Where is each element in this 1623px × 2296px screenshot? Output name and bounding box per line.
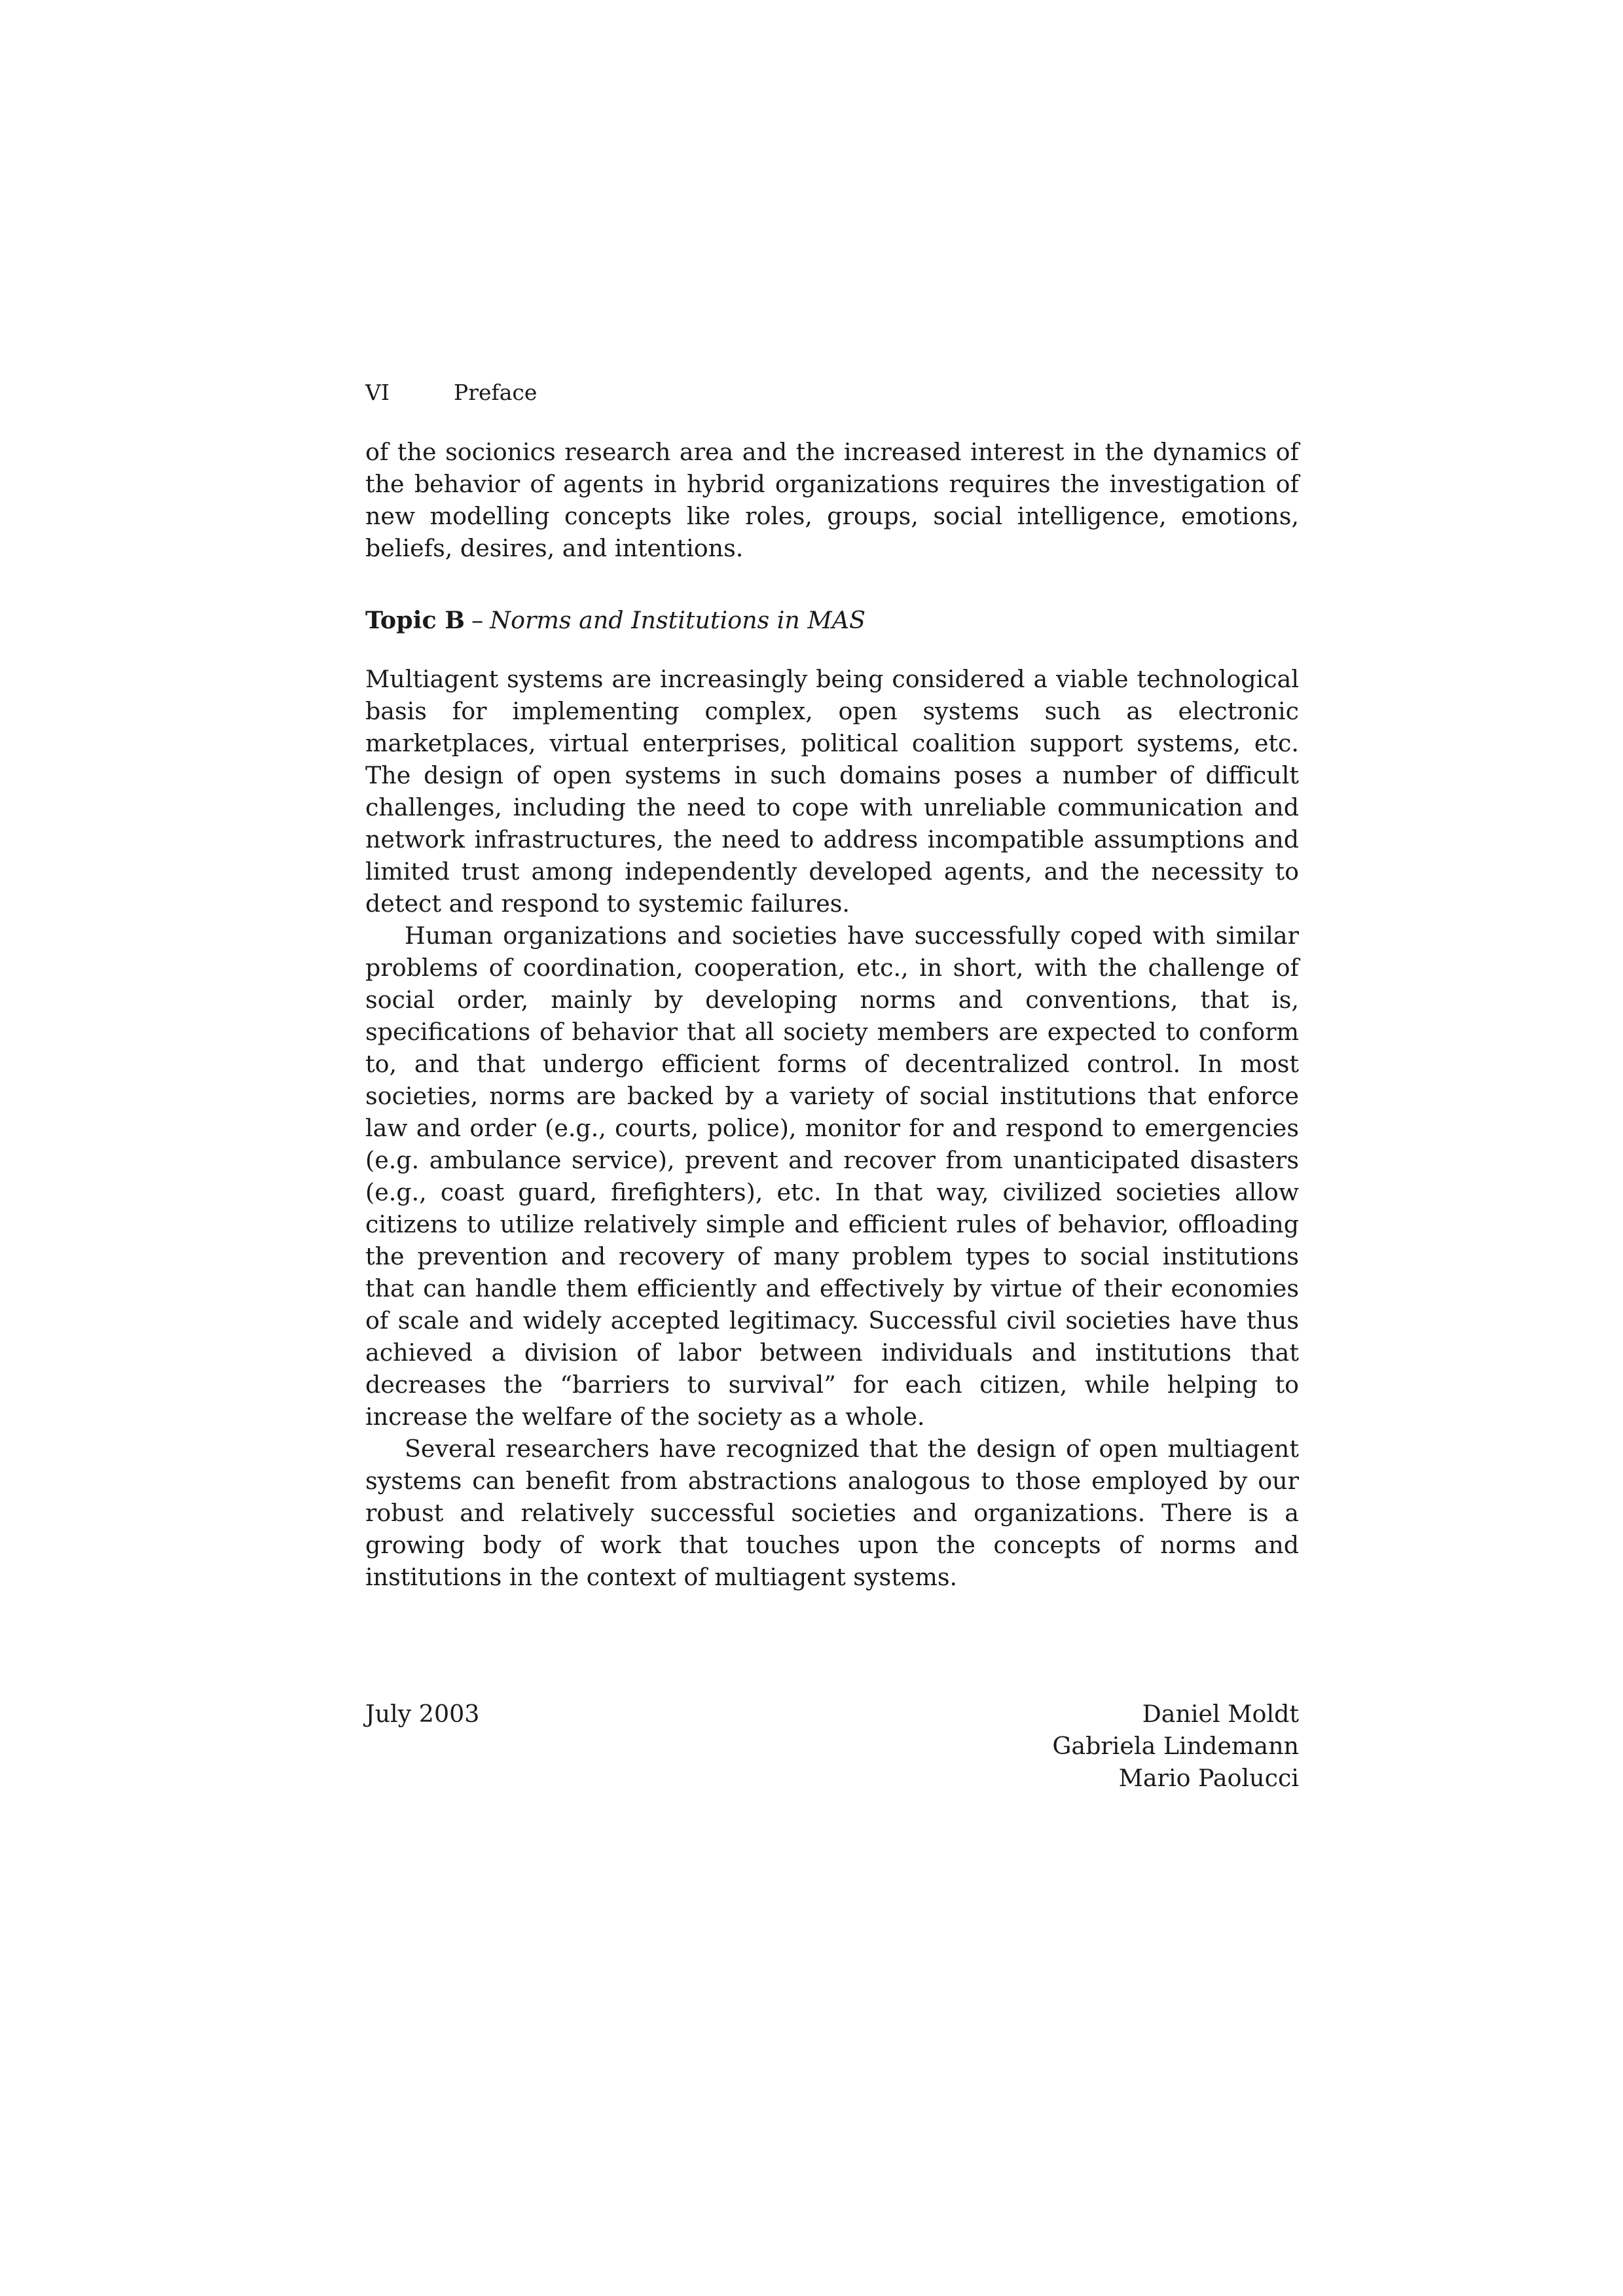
paragraph: Multiagent systems are increasingly being considered a viable technological basis for implementing complex, open systems such as electronic marketplaces, virtual enterprises, political coalition support systems, etc. The design of open systems in such domains poses a number of difficult challenges, including the need to cope with unreliable communication and network infrastructures, the need to address incompatible assumptions and limited trust among independently developed agents, and the necessity to detect and respond to systemic failures. — [365, 665, 1299, 918]
running-head — [365, 376, 1299, 408]
section-title: Preface — [454, 380, 538, 405]
author-name: Daniel Moldt — [1142, 1700, 1299, 1728]
paragraph: Human organizations and societies have successfully coped with similar problems of coordination, cooperation, etc., in short, with the challenge of social order, mainly by developing norms and conventions, that is, specifications of behavior that all society members are expected to conform to, and that undergo efficient forms of decentralized control. In most societies, norms are backed by a variety of social institutions that enforce law and order (e.g., courts, police), monitor for and respond to emergencies (e.g. ambulance service), prevent and recover from unanticipated disasters (e.g., coast guard, firefighters), etc. In that way, civilized societies allow citizens to utilize relatively simple and efficient rules of behavior, offloading the prevention and recovery of many problem types to social institutions that can handle them efficiently and effectively by virtue of their economies of scale and widely accepted legitimacy. Successful civil societies have thus achieved a division of labor between individuals and institutions that decreases the “barriers to survival” for each citizen, while helping to increase the welfare of the society as a whole. — [365, 922, 1299, 1431]
intro-paragraph: of the socionics research area and the increased interest in the dynamics of the behavior of agents in hybrid organizations requires the investigation of new modelling concepts like roles, groups, social intelligence, emotions, beliefs, desires, and intentions. — [365, 438, 1299, 562]
preface-page — [365, 376, 1299, 1794]
topic-dash: – — [471, 606, 484, 634]
topic-title: Norms and Institutions in MAS — [490, 606, 866, 634]
topic-label: Topic B — [365, 606, 465, 634]
signoff-date: July 2003 — [365, 1700, 480, 1728]
signoff — [365, 1698, 1299, 1794]
author-name: Mario Paolucci — [1118, 1764, 1299, 1792]
topic-body — [365, 663, 1299, 1593]
author-list — [1052, 1698, 1299, 1794]
page-number: VI — [365, 380, 390, 405]
paragraph: Several researchers have recognized that the design of open multiagent systems can benefit from abstractions analogous to those employed by our robust and relatively successful societies and organizations. There is a growing body of work that touches upon the concepts of norms and institutions in the context of multiagent systems. — [365, 1435, 1299, 1591]
topic-heading — [365, 604, 1299, 636]
author-name: Gabriela Lindemann — [1052, 1732, 1299, 1760]
intro-text — [365, 436, 1299, 564]
